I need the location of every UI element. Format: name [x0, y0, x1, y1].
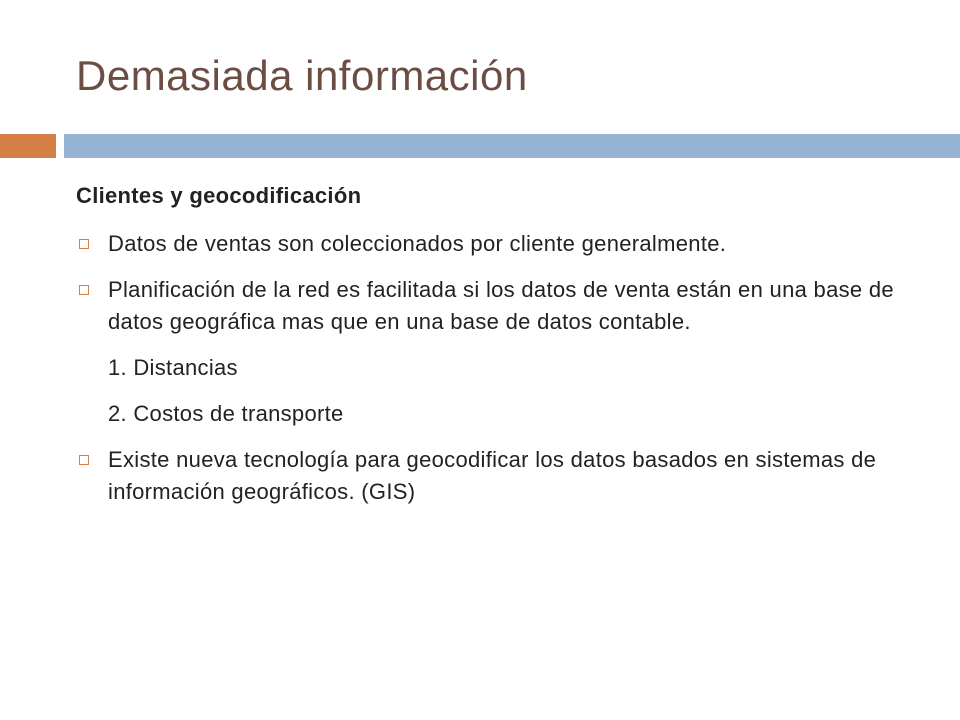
square-bullet-icon [79, 239, 89, 249]
numbered-item: 1. Distancias [108, 355, 238, 380]
bullet-item [76, 444, 896, 508]
header-bar [64, 134, 960, 158]
square-bullet-icon [79, 285, 89, 295]
slide-title: Demasiada información [76, 52, 528, 99]
square-bullet-icon [79, 455, 89, 465]
bullet-text: Datos de ventas son coleccionados por cliente generalmente. [108, 231, 727, 256]
bullet-item [76, 228, 896, 260]
bullet-text: Existe nueva tecnología para geocodificar los datos basados en sistemas de información geográficos. (GIS) [108, 447, 877, 504]
section-subheading: Clientes y geocodificación [76, 183, 362, 208]
accent-bar [0, 134, 56, 158]
numbered-item: 2. Costos de transporte [108, 401, 344, 426]
bullet-item [76, 274, 896, 338]
slide-content [76, 180, 896, 522]
bullet-text: Planificación de la red es facilitada si los datos de venta están en una base de datos geográfica mas que en una base de datos contable. [108, 277, 894, 334]
